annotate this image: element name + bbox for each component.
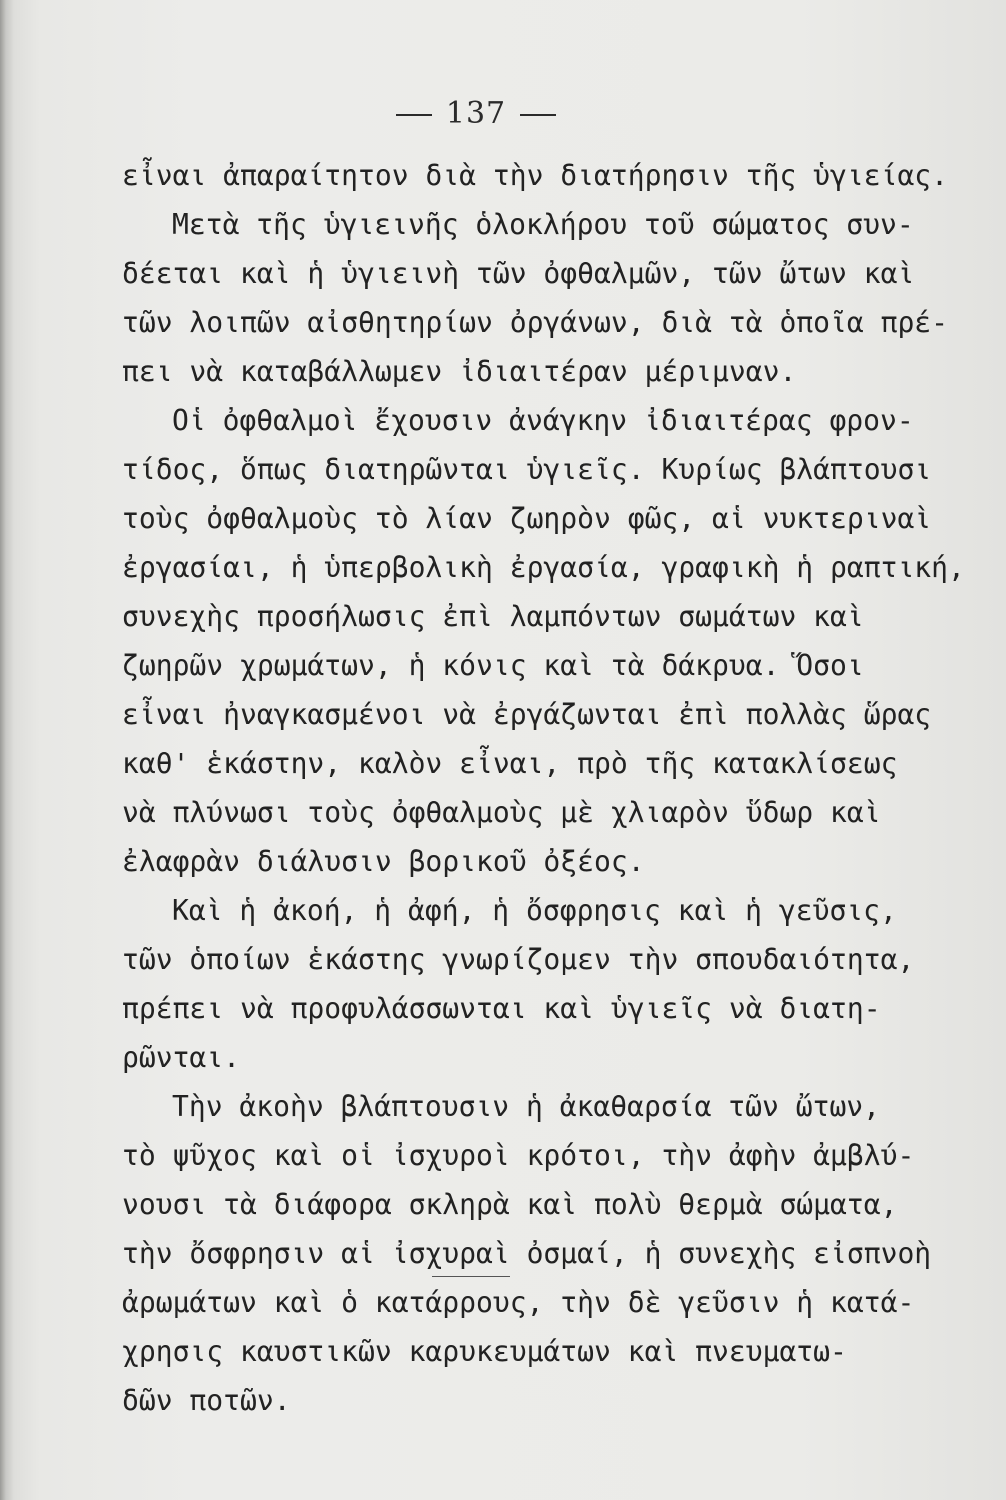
text-line: πρέπει νὰ προφυλάσσωνται καὶ ὑγιεῖς νὰ διατη- bbox=[122, 992, 881, 1025]
text-line: χρησις καυστικῶν καρυκευμάτων καὶ πνευματω- bbox=[122, 1335, 847, 1368]
text-line: καθ' ἑκάστην, καλὸν εἶναι, πρὸ τῆς κατακλίσεως bbox=[122, 747, 898, 780]
header-dash-left bbox=[396, 114, 432, 116]
page-header bbox=[0, 96, 952, 131]
text-line: Μετὰ τῆς ὑγιεινῆς ὁλοκλήρου τοῦ σώματος συν- bbox=[172, 208, 914, 241]
text-line: τῶν ὁποίων ἑκάστης γνωρίζομεν τὴν σπουδαιότητα, bbox=[122, 943, 915, 976]
text-line: συνεχὴς προσήλωσις ἐπὶ λαμπόντων σωμάτων καὶ bbox=[122, 600, 864, 633]
text-line: ἐλαφρὰν διάλυσιν βορικοῦ ὀξέος. bbox=[122, 845, 645, 878]
text-line: νουσι τὰ διάφορα σκληρὰ καὶ πολὺ θερμὰ σώματα, bbox=[122, 1188, 898, 1221]
text-line: δῶν ποτῶν. bbox=[122, 1384, 291, 1417]
header-dash-right bbox=[520, 114, 556, 116]
text-line: πει νὰ καταβάλλωμεν ἰδιαιτέραν μέριμναν. bbox=[122, 355, 797, 388]
text-line: ρῶνται. bbox=[122, 1041, 241, 1074]
text-line: Οἱ ὀφθαλμοὶ ἔχουσιν ἀνάγκην ἰδιαιτέρας φρον- bbox=[172, 404, 914, 437]
text-line: τοὺς ὀφθαλμοὺς τὸ λίαν ζωηρὸν φῶς, αἱ νυκτεριναὶ bbox=[122, 502, 932, 535]
body-text bbox=[122, 151, 965, 1425]
text-line: τῶν λοιπῶν αἰσθητηρίων ὀργάνων, διὰ τὰ ὁποῖα πρέ- bbox=[122, 306, 949, 339]
text-line: δέεται καὶ ἡ ὑγιεινὴ τῶν ὀφθαλμῶν, τῶν ὤτων καὶ bbox=[122, 257, 915, 290]
text-line: εἶναι ἀπαραίτητον διὰ τὴν διατήρησιν τῆς ὑγιείας. bbox=[122, 159, 949, 192]
text-line: ἀρωμάτων καὶ ὁ κατάρρους, τὴν δὲ γεῦσιν ἡ κατά- bbox=[122, 1286, 915, 1319]
end-rule bbox=[432, 1276, 510, 1277]
page-number: 137 bbox=[445, 96, 507, 131]
text-line: νὰ πλύνωσι τοὺς ὀφθαλμοὺς μὲ χλιαρὸν ὕδωρ καὶ bbox=[122, 796, 881, 829]
text-line: Καὶ ἡ ἀκοή, ἡ ἀφή, ἡ ὄσφρησις καὶ ἡ γεῦσις, bbox=[172, 894, 897, 927]
text-line: Τὴν ἀκοὴν βλάπτουσιν ἡ ἀκαθαρσία τῶν ὤτων, bbox=[172, 1090, 881, 1123]
page-spine-shadow bbox=[0, 0, 14, 1500]
text-line: ζωηρῶν χρωμάτων, ἡ κόνις καὶ τὰ δάκρυα. Ὅσοι bbox=[122, 649, 864, 682]
text-line: ἐργασίαι, ἡ ὑπερβολικὴ ἐργασία, γραφικὴ ἡ ραπτική, bbox=[122, 551, 965, 584]
text-line: τὸ ψῦχος καὶ οἱ ἰσχυροὶ κρότοι, τὴν ἀφὴν ἀμβλύ- bbox=[122, 1139, 915, 1172]
text-line: τὴν ὄσφρησιν αἱ ἰσχυραὶ ὀσμαί, ἡ συνεχὴς εἰσπνοὴ bbox=[122, 1237, 932, 1270]
text-line: τίδος, ὅπως διατηρῶνται ὑγιεῖς. Κυρίως βλάπτουσι bbox=[122, 453, 932, 486]
text-line: εἶναι ἠναγκασμένοι νὰ ἐργάζωνται ἐπὶ πολλὰς ὥρας bbox=[122, 698, 932, 731]
